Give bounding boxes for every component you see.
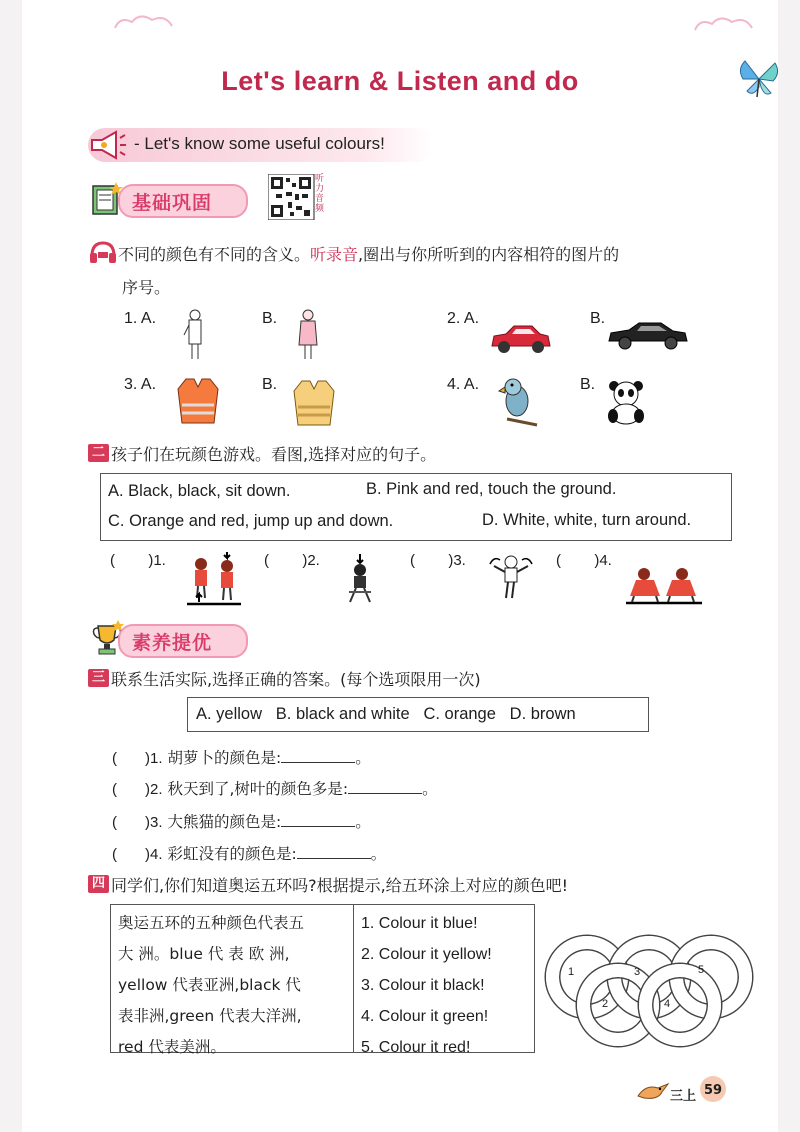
q2-blank-1[interactable]: ( )1. xyxy=(110,552,166,569)
q1-item-2-b: B. xyxy=(590,310,606,327)
q4-commands: 1. Colour it blue! 2. Colour it yellow! 3. Colour it black! 4. Colour it green! 5. Colour it red! xyxy=(361,915,492,1056)
section-label-basic: 基础巩固 xyxy=(132,192,213,214)
ring-number-4: 4 xyxy=(664,998,671,1010)
subtitle-text: - Let's know some useful colours! xyxy=(134,134,385,153)
ring-number-1: 1 xyxy=(568,966,575,978)
cloud-icon xyxy=(690,12,760,34)
q1-item-3-a: 3. A. xyxy=(124,376,157,393)
nurse-figure[interactable] xyxy=(296,307,320,363)
q1-item-4-a: 4. A. xyxy=(447,376,480,393)
kid-turn-picture[interactable] xyxy=(486,552,536,606)
bird-icon xyxy=(636,1080,670,1102)
page-number-badge xyxy=(700,1076,726,1102)
q2-option-c: C. Orange and red, jump up and down. xyxy=(108,512,394,530)
doctor-figure[interactable] xyxy=(183,307,207,363)
q1-item-3-b: B. xyxy=(262,376,278,393)
q3-instruction: 联系生活实际,选择正确的答案。(每个选项限用一次) xyxy=(111,670,481,689)
grade-label: 三上 xyxy=(670,1089,697,1104)
q3-item-4: ( )4. 彩虹没有的颜色是: 。 xyxy=(112,845,387,863)
page-title: Let's learn & Listen and do xyxy=(221,66,579,96)
q1-item-1-a: 1. A. xyxy=(124,310,157,327)
q2-blank-4[interactable]: ( )4. xyxy=(556,552,612,569)
q2-option-a: A. Black, black, sit down. xyxy=(108,482,291,500)
q4-instruction: 同学们,你们知道奥运五环吗?根据提示,给五环涂上对应的颜色吧! xyxy=(111,876,569,895)
q2-blank-3[interactable]: ( )3. xyxy=(410,552,466,569)
answer-blank[interactable] xyxy=(348,781,422,794)
answer-blank[interactable] xyxy=(281,814,355,827)
q4-hint-text: 奥运五环的五种颜色代表五 大 洲。blue 代 表 欧 洲, yellow 代表亚洲,black 代 表非洲,green 代表大洋洲, red 代表美洲。 xyxy=(118,914,305,1056)
cloud-icon xyxy=(110,10,180,32)
q1-instruction-cont: 序号。 xyxy=(122,278,171,297)
q2-option-b: B. Pink and red, touch the ground. xyxy=(366,480,617,498)
orange-vest[interactable] xyxy=(174,375,222,427)
q3-item-3: ( )3. 大熊猫的颜色是: 。 xyxy=(112,813,371,831)
answer-blank[interactable] xyxy=(281,750,355,763)
ring-number-5: 5 xyxy=(698,964,705,976)
headphones-icon xyxy=(88,240,118,266)
answer-blank[interactable] xyxy=(297,846,371,859)
q3-options: A. yellow B. black and white C. orange D. brown xyxy=(196,705,576,723)
yellow-vest[interactable] xyxy=(290,377,338,429)
ring-number-2: 2 xyxy=(602,998,609,1010)
qr-code[interactable] xyxy=(268,174,316,220)
q1-item-2-a: 2. A. xyxy=(447,310,480,327)
q2-blank-2[interactable]: ( )2. xyxy=(264,552,320,569)
q4-number-badge: 四 xyxy=(88,875,109,893)
kid-sit-picture[interactable] xyxy=(346,552,376,606)
q3-item-2: ( )2. 秋天到了,树叶的颜色多是: 。 xyxy=(112,780,438,798)
section-label-advanced: 素养提优 xyxy=(132,632,213,654)
q1-item-4-b: B. xyxy=(580,376,596,393)
q3-item-1: ( )1. 胡萝卜的颜色是: 。 xyxy=(112,749,371,767)
megaphone-icon xyxy=(88,130,128,160)
ring-number-3: 3 xyxy=(634,966,641,978)
ring-4[interactable] xyxy=(639,964,721,1046)
q2-option-d: D. White, white, turn around. xyxy=(482,511,692,529)
black-car[interactable] xyxy=(607,321,689,351)
qr-caption: 听力音频 xyxy=(315,174,325,214)
q1-item-1-b: B. xyxy=(262,310,278,327)
olympic-rings[interactable] xyxy=(542,928,782,1028)
page-number: 59 xyxy=(703,1083,723,1098)
red-car[interactable] xyxy=(488,322,552,356)
parrot[interactable] xyxy=(493,375,541,429)
kids-touch-ground-picture[interactable] xyxy=(626,566,702,606)
q2-number-badge: 二 xyxy=(88,444,109,462)
q2-instruction: 孩子们在玩颜色游戏。看图,选择对应的句子。 xyxy=(111,445,437,464)
q1-instruction: 不同的颜色有不同的含义。听录音,圈出与你所听到的内容相符的图片的 xyxy=(118,245,620,264)
kids-jump-picture[interactable] xyxy=(185,550,243,606)
q3-number-badge: 三 xyxy=(88,669,109,687)
panda[interactable] xyxy=(604,378,650,426)
